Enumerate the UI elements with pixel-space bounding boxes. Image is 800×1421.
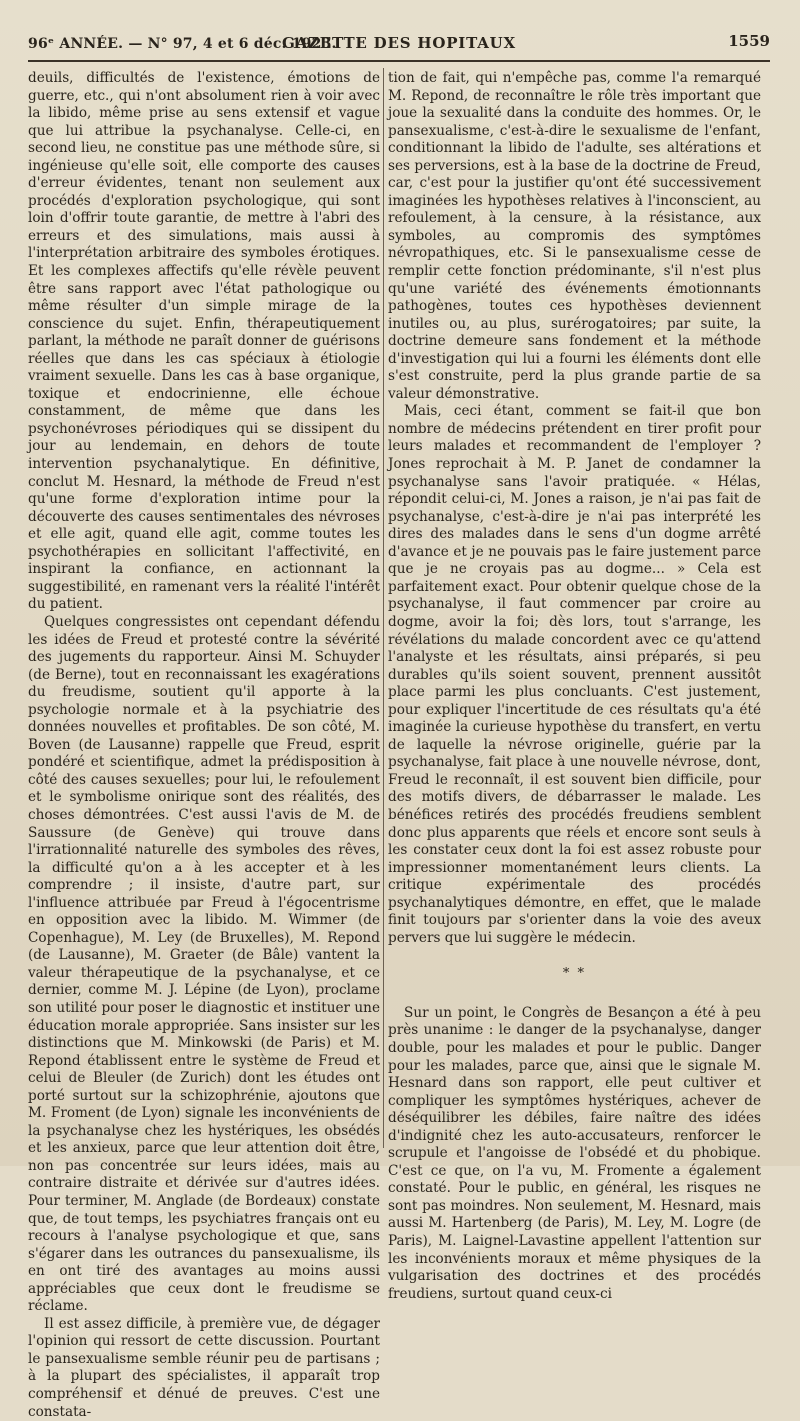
left-column [28, 70, 380, 1420]
right-column [388, 70, 761, 1302]
page-header [28, 26, 770, 56]
left-paragraph-3: Il est assez difficile, à première vue, de dégager l'opinion qui ressort de cette discussion. Pourtant le pansexualisme semble réunir peu de partisans ; à la plupart des spécialistes, il apparaît trop compréhensif et dénué de preuves. C'est une constata- [28, 1315, 380, 1420]
right-paragraph-1: tion de fait, qui n'empêche pas, comme l'a remarqué M. Repond, de reconnaître le rôle très important que joue la sexualité dans la conduite des hommes. Or, le pansexualisme, c'est-à-dire le sexualisme de l'enfant, conditionnant la libido de l'adulte, ses altérations et ses perversions, est à la base de la doctrine de Freud, car, c'est pour la justifier qu'ont été successivement imaginées les hypothèses relatives à l'inconscient, au refoulement, à la censure, à la résistance, aux symboles, au compromis des symptômes névropathiques, etc. Si le pansexualisme cesse de remplir cette fonction prédominante, s'il n'est plus qu'une variété des événements émotionnants pathogènes, toutes ces hypothèses deviennent inutiles ou, au plus, surérogatoires; par suite, la doctrine demeure sans fondement et la méthode d'investigation qui lui a fourni les éléments dont elle s'est construite, perd la plus grande partie de sa valeur démonstrative. [388, 70, 761, 402]
journal-title: GAZETTE DES HOPITAUX [281, 34, 516, 52]
right-paragraph-2: Mais, ceci étant, comment se fait-il que bon nombre de médecins prétendent en tirer profit pour leurs malades et recommandent de l'employer ? Jones reprochait à M. P. Janet de condamner la psychanalyse sans l'avoir pratiquée. « Hélas, répondit celui-ci, M. Jones a raison, je n'ai pas fait de psychanalyse, c'est-à-dire je n'ai pas interprété les dires des malades dans le sens d'un dogme arrêté d'avance et je ne pouvais pas le faire justement parce que je ne croyais pas au dogme... » Cela est parfaitement exact. Pour obtenir quelque chose de la psychanalyse, il faut commencer par croire au dogme, avoir la foi; dès lors, tout s'arrange, les révélations du malade concordent avec ce qu'attend l'analyste et les résultats, ainsi préparés, si peu durables qu'ils soient souvent, prennent aussitôt place parmi les plus concluants. C'est justement, pour expliquer l'incertitude de ces résultats qu'a été imaginée la curieuse hypothèse du transfert, en vertu de laquelle la névrose originelle, guérie par la psychanalyse, fait place à une nouvelle névrose, dont, Freud le reconnaît, il est souvent bien difficile, pour des motifs divers, de débarrasser le malade. Les bénéfices retirés des procédés freudiens semblent donc plus apparents que réels et encore sont seuls à les constater ceux dont la foi est assez robuste pour impressionner momentanément leurs clients. La critique expérimentale des procédés psychanalytiques démontre, en effet, que le malade finit toujours par s'orienter dans la voie des aveux pervers que lui suggère le médecin. [388, 403, 761, 946]
section-separator: * * [562, 966, 587, 982]
header-rule [28, 60, 770, 62]
right-paragraph-3: Sur un point, le Congrès de Besançon a été à peu près unanime : le danger de la psychanalyse, danger double, pour les malades et pour le public. Danger pour les malades, parce que, ainsi que le signale M. Hesnard dans son rapport, elle peut cultiver et compliquer les symptômes hystériques, achever de déséquilibrer les débiles, faire naître des idées d'indignité chez les auto-accusateurs, renforcer le scrupule et l'angoisse de l'obsédé et du phobique. C'est ce que, on l'a vu, M. Fromente a également constaté. Pour le public, en général, les risques ne sont pas moindres. Non seulement, M. Hesnard, mais aussi M. Hartenberg (de Paris), M. Ley, M. Logre (de Paris), M. Laignel-Lavastine appellent l'attention sur les inconvénients moraux et même physiques de la vulgarisation des doctrines et des procédés freudiens, surtout quand ceux-ci [388, 1004, 761, 1302]
issue-line: 96ᵉ ANNÉE. — N° 97, 4 et 6 déc. 1923. [28, 36, 337, 52]
column-divider [383, 68, 384, 1148]
left-paragraph-2: Quelques congressistes ont cependant défendu les idées de Freud et protesté contre la sévérité des jugements du rapporteur. Ainsi M. Schuyder (de Berne), tout en reconnaissant les exagérations du freudisme, soutient qu'il apporte à la psychologie normale et à la psychiatrie des données nouvelles et profitables. De son côté, M. Boven (de Lausanne) rappelle que Freud, esprit pondéré et scientifique, admet la prédisposition à côté des causes sexuelles; pour lui, le refoulement et le symbolisme onirique sont des réalités, des choses démontrées. C'est aussi l'avis de M. de Saussure (de Genève) qui trouve dans l'irrationnalité naturelle des symboles des rêves, la difficulté qu'on a à les accepter et à les comprendre ; il insiste, d'autre part, sur l'influence attribuée par Freud à l'égocentrisme en opposition avec la libido. M. Wimmer (de Copenhague), M. Ley (de Bruxelles), M. Repond (de Lausanne), M. Graeter (de Bâle) vantent la valeur thérapeutique de la psychanalyse, et ce dernier, comme M. J. Lépine (de Lyon), proclame son utilité pour poser le diagnostic et instituer une éducation morale appropriée. Sans insister sur les distinctions que M. Minkowski (de Paris) et M. Repond établissent entre le système de Freud et celui de Bleuler (de Zurich) dont les études ont porté surtout sur la schizophrénie, ajoutons que M. Froment (de Lyon) signale les inconvénients de la psychanalyse chez les hystériques, les obsédés et les anxieux, parce que leur attention doit être, non pas concentrée sur leurs idées, mais au contraire distraite et dérivée sur d'autres idées. Pour terminer, M. Anglade (de Bordeaux) constate que, de tout temps, les psychiatres français ont eu recours à l'analyse psychologique et que, sans s'égarer dans les outrances du pansexualisme, ils en ont tiré des avantages au moins aussi appréciables que ceux dont le freudisme se réclame. [28, 613, 380, 1315]
page-number: 1559 [728, 32, 770, 50]
left-paragraph-1: deuils, difficultés de l'existence, émotions de guerre, etc., qui n'ont absolument rien à voir avec la libido, même prise au sens extensif et vague que lui attribue la psychanalyse. Celle-ci, en second lieu, ne constitue pas une méthode sûre, si ingénieuse qu'elle soit, elle comporte des causes d'erreur évidentes, tenant non seulement aux procédés d'exploration psychologique, qui sont loin d'offrir toute garantie, de mettre à l'abri des erreurs et des simulations, mais aussi à l'interprétation arbitraire des symboles érotiques. Et les complexes affectifs qu'elle révèle peuvent être sans rapport avec l'état pathologique ou même résulter d'un simple mirage de la conscience du sujet. Enfin, thérapeutiquement parlant, la méthode ne paraît donner de guérisons réelles que dans les cas spéciaux à étiologie vraiment sexuelle. Dans les cas à base organique, toxique et endocrinienne, elle échoue constamment, de même que dans les psychonévroses périodiques qui se dissipent du jour au lendemain, en dehors de toute intervention psychanalytique. En définitive, conclut M. Hesnard, la méthode de Freud n'est qu'une forme d'exploration intime pour la découverte des causes sentimentales des névroses et elle agit, quand elle agit, comme toutes les psychothérapies en sollicitant l'affectivité, en inspirant la confiance, en actionnant la suggestibilité, en ramenant vers la réalité l'intérêt du patient. [28, 70, 380, 613]
